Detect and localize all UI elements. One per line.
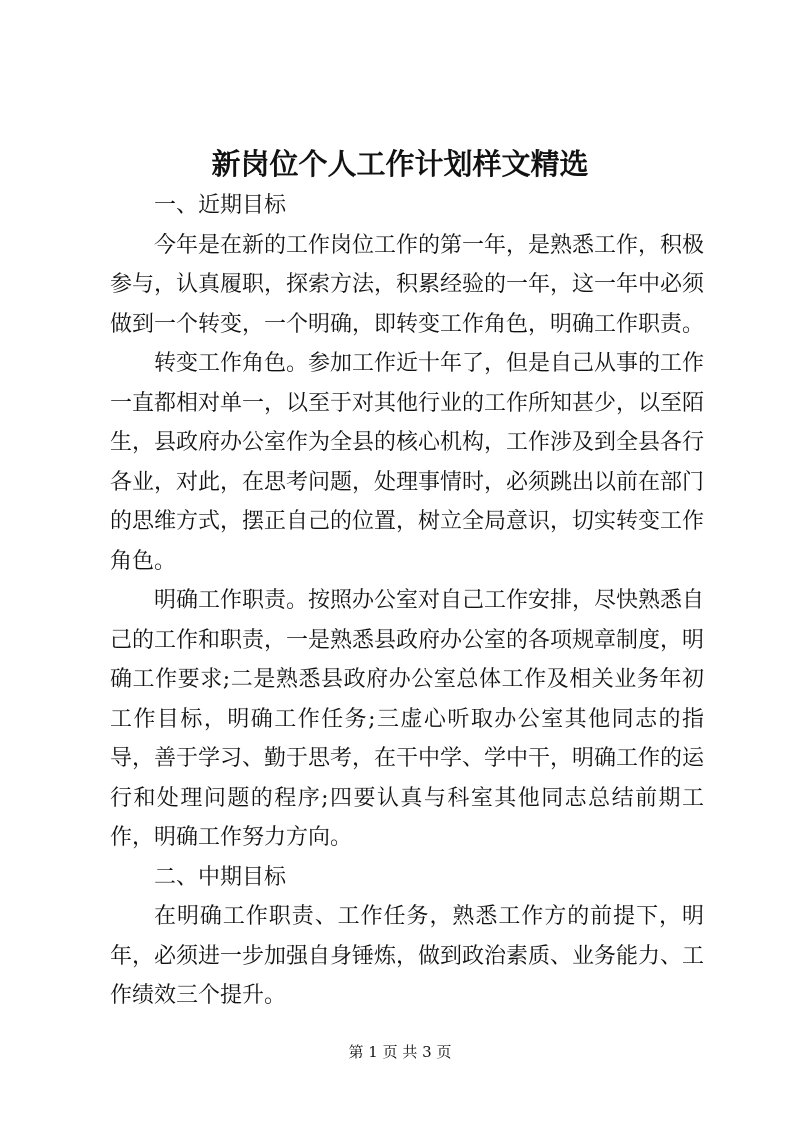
paragraph-mid-term: 在明确工作职责、工作任务，熟悉工作方的前提下，明年，必须进一步加强自身锤炼，做到政治素质、业务能力、工作绩效三个提升。 — [110, 904, 705, 1008]
section-heading-near-term: 一、近期目标 — [154, 193, 287, 218]
paragraph-duties: 明确工作职责。按照办公室对自己工作安排，尽快熟悉自己的工作和职责，一是熟悉县政府办公室的各项规章制度，明确工作要求;二是熟悉县政府办公室总体工作及相关业务年初工作目标，明确工作任务;三虚心听取办公室其他同志的指导，善于学习、勤于思考，在干中学、学中干，明确工作的运行和处理问题的程序;四要认真与科室其他同志总结前期工作，明确工作努力方向。 — [110, 588, 705, 850]
section-heading-mid-term: 二、中期目标 — [154, 864, 287, 890]
page-footer: 第 1 页 共 3 页 — [348, 1043, 452, 1061]
document-body — [110, 186, 704, 1016]
paragraph-intro: 今年是在新的工作岗位工作的第一年，是熟悉工作，积极参与，认真履职，探索方法，积累经验的一年，这一年中必须做到一个转变，一个明确，即转变工作角色，明确工作职责。 — [110, 232, 705, 337]
paragraph-role-change: 转变工作角色。参加工作近十年了，但是自己从事的工作一直都相对单一，以至于对其他行业的工作所知甚少，以至陌生，县政府办公室作为全县的核心机构，工作涉及到全县各行各业，对此，在思考问题，处理事情时，必须跳出以前在部门的思维方式，摆正自己的位置，树立全局意识，切实转变工作角色。 — [110, 351, 705, 574]
document-title: 新岗位个人工作计划样文精选 — [211, 147, 589, 181]
